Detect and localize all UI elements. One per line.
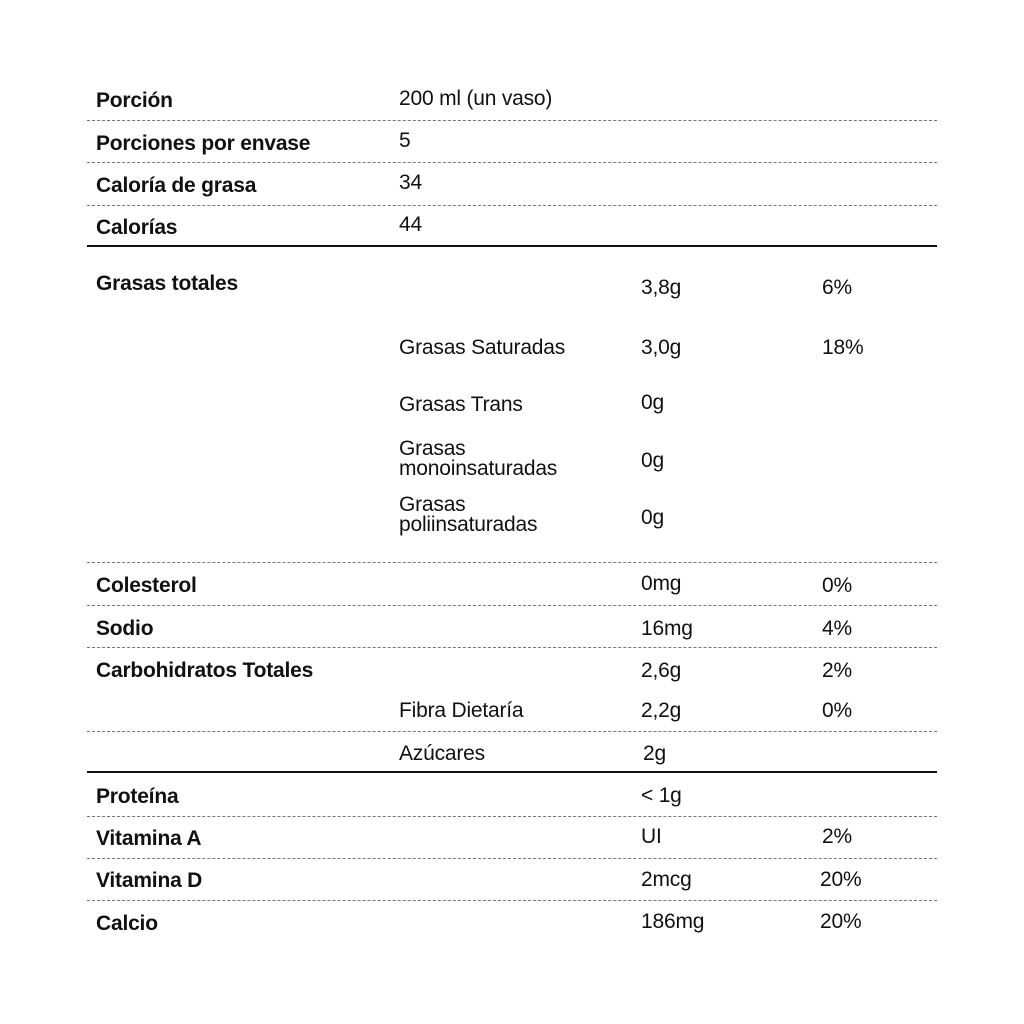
section-divider	[87, 771, 937, 773]
protein-label: Proteína	[96, 785, 179, 808]
sodium-percent: 4%	[822, 617, 852, 640]
row-divider	[87, 731, 937, 732]
total-fat-label: Grasas totales	[96, 272, 238, 295]
trans-fat-label: Grasas Trans	[399, 393, 523, 416]
saturated-fat-label: Grasas Saturadas	[399, 336, 566, 359]
row-divider	[87, 205, 937, 206]
polyunsaturated-fat-label-line2: poliinsaturadas	[399, 513, 538, 536]
sugars-label: Azúcares	[399, 742, 485, 765]
polyunsaturated-fat-label-line1: Grasas	[399, 493, 466, 516]
vitamin-a-amount: UI	[641, 825, 662, 848]
dietary-fiber-amount: 2,2g	[641, 699, 682, 722]
total-carbohydrates-percent: 2%	[822, 659, 852, 682]
monounsaturated-fat-label-line1: Grasas	[399, 437, 466, 460]
dietary-fiber-label: Fibra Dietaría	[399, 699, 524, 722]
cholesterol-amount: 0mg	[641, 572, 682, 595]
saturated-fat-percent: 18%	[822, 336, 864, 359]
row-divider	[87, 900, 937, 901]
row-divider	[87, 647, 937, 648]
calories-value: 44	[399, 213, 422, 236]
sodium-amount: 16mg	[641, 617, 693, 640]
calcium-amount: 186mg	[641, 910, 705, 933]
vitamin-a-percent: 2%	[822, 825, 852, 848]
calories-from-fat-label: Caloría de grasa	[96, 174, 257, 197]
row-divider	[87, 816, 937, 817]
total-fat-percent: 6%	[822, 276, 852, 299]
cholesterol-label: Colesterol	[96, 574, 197, 597]
total-carbohydrates-label: Carbohidratos Totales	[96, 659, 314, 682]
saturated-fat-amount: 3,0g	[641, 336, 682, 359]
vitamin-d-percent: 20%	[820, 868, 862, 891]
row-divider	[87, 120, 937, 121]
sodium-label: Sodio	[96, 617, 154, 640]
vitamin-d-label: Vitamina D	[96, 869, 203, 892]
servings-per-container-label: Porciones por envase	[96, 132, 311, 155]
servings-per-container-value: 5	[399, 129, 411, 152]
row-divider	[87, 858, 937, 859]
protein-amount: < 1g	[641, 784, 682, 807]
sugars-amount: 2g	[643, 742, 666, 765]
monounsaturated-fat-amount: 0g	[641, 449, 664, 472]
vitamin-a-label: Vitamina A	[96, 827, 202, 850]
row-divider	[87, 162, 937, 163]
serving-size-label: Porción	[96, 89, 173, 112]
calcium-label: Calcio	[96, 912, 158, 935]
calories-label: Calorías	[96, 216, 178, 239]
serving-size-value: 200 ml (un vaso)	[399, 87, 553, 110]
section-divider	[87, 245, 937, 247]
row-divider	[87, 562, 937, 563]
cholesterol-percent: 0%	[822, 574, 852, 597]
polyunsaturated-fat-amount: 0g	[641, 506, 664, 529]
calories-from-fat-value: 34	[399, 171, 422, 194]
total-fat-amount: 3,8g	[641, 276, 682, 299]
monounsaturated-fat-label-line2: monoinsaturadas	[399, 457, 558, 480]
row-divider	[87, 605, 937, 606]
trans-fat-amount: 0g	[641, 391, 664, 414]
total-carbohydrates-amount: 2,6g	[641, 659, 682, 682]
calcium-percent: 20%	[820, 910, 862, 933]
vitamin-d-amount: 2mcg	[641, 868, 692, 891]
dietary-fiber-percent: 0%	[822, 699, 852, 722]
